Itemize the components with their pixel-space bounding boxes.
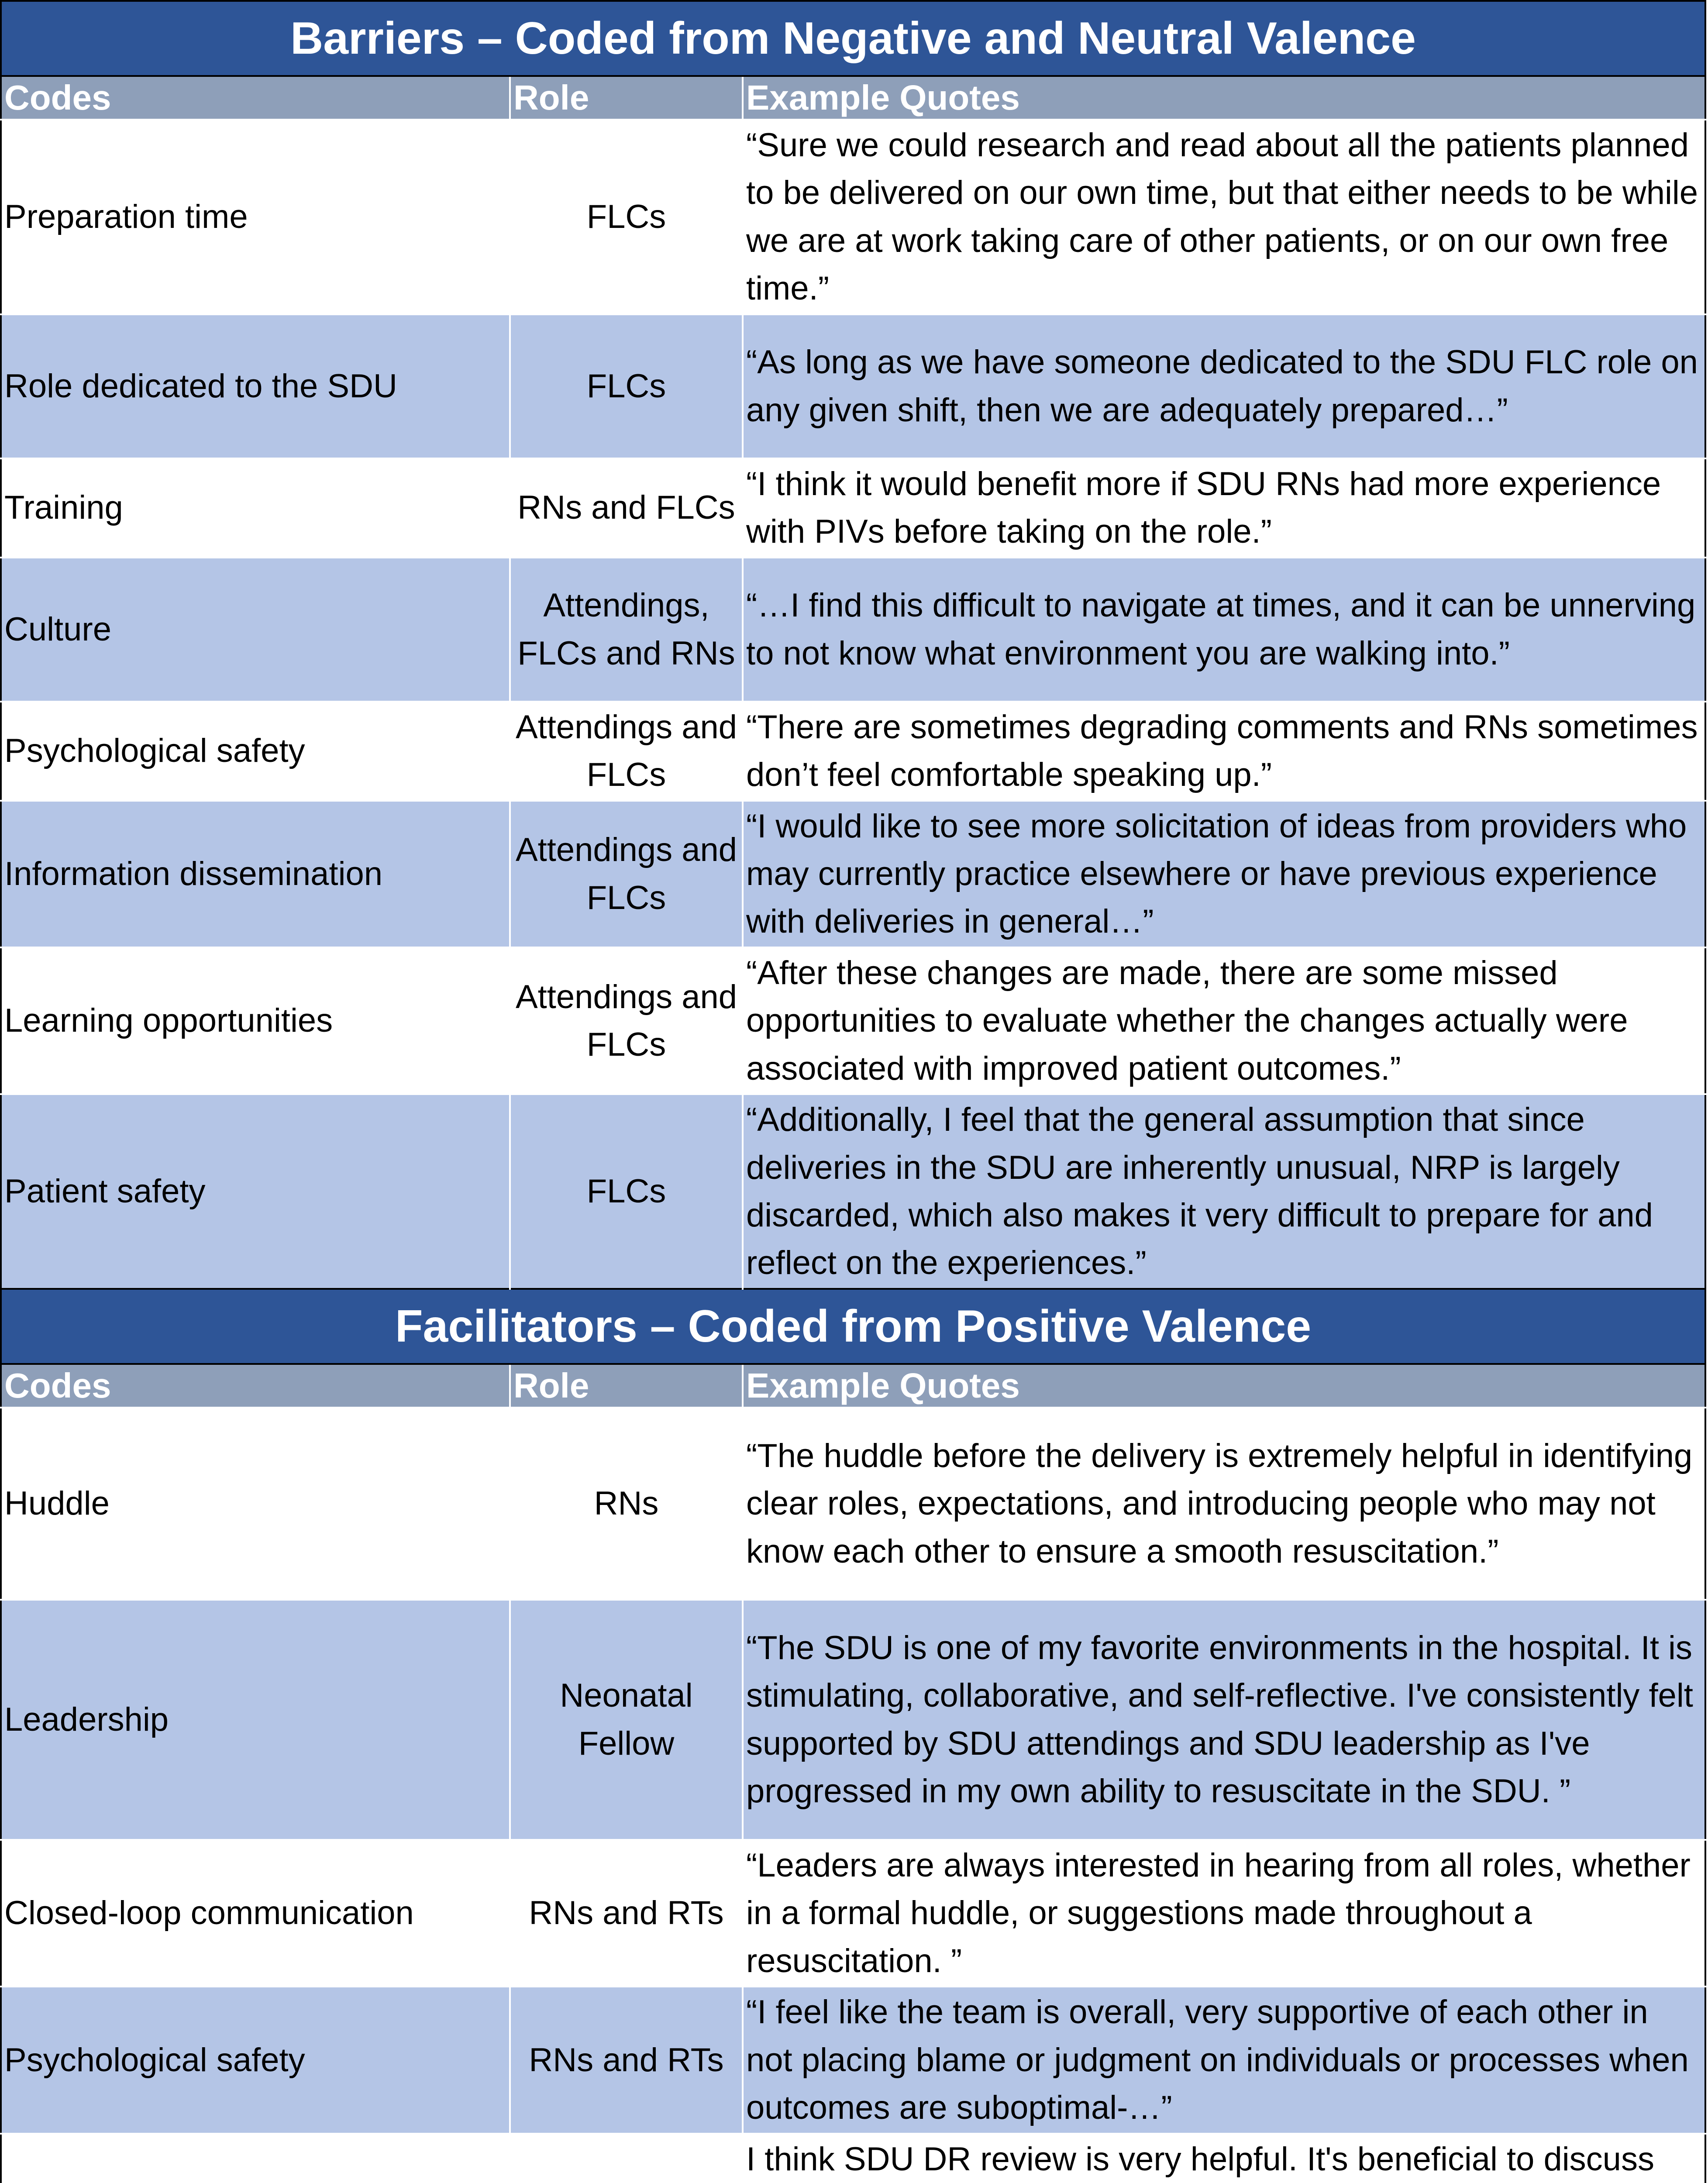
table-row	[1, 801, 1705, 947]
quote-cell: “Leaders are always interested in hearing from all roles, whether in a formal huddle, or suggestions made throughout a resuscitation. ”	[743, 1840, 1705, 1987]
quote-cell: “The huddle before the delivery is extremely helpful in identifying clear roles, expectations, and introducing people who may not know each other to ensure a smooth resuscitation.”	[743, 1408, 1705, 1600]
table-row	[1, 2134, 1705, 2183]
facilitators-section	[1, 1289, 1705, 2183]
code-cell: Role dedicated to the SDU	[1, 314, 510, 458]
role-cell: FLCs	[510, 120, 743, 314]
facilitators-header-codes: Codes	[1, 1364, 510, 1408]
role-cell: Attendings and FLCs	[510, 702, 743, 801]
code-cell: Information dissemination	[1, 801, 510, 947]
table-row	[1, 120, 1705, 314]
role-cell	[510, 2134, 743, 2183]
quote-cell: “I would like to see more solicitation of ideas from providers who may currently practice elsewhere or have previous experience with deliveries in general…”	[743, 801, 1705, 947]
code-cell: Patient safety	[1, 1094, 510, 1289]
code-cell: Culture	[1, 558, 510, 702]
role-cell: RNs and RTs	[510, 1987, 743, 2133]
facilitators-header-role: Role	[510, 1364, 743, 1408]
role-cell: Neonatal Fellow	[510, 1600, 743, 1840]
barriers-section	[1, 1, 1705, 1289]
code-cell	[1, 2134, 510, 2183]
table-row	[1, 1094, 1705, 1289]
quote-cell: “…I find this difficult to navigate at times, and it can be unnerving to not know what environment you are walking into.”	[743, 558, 1705, 702]
table-row	[1, 558, 1705, 702]
table-row	[1, 458, 1705, 558]
code-cell: Leadership	[1, 1600, 510, 1840]
facilitators-title: Facilitators – Coded from Positive Valence	[1, 1289, 1705, 1364]
quote-cell: “Additionally, I feel that the general assumption that since deliveries in the SDU are inherently unusual, NRP is largely discarded, which also makes it very difficult to prepare for and reflect on the experiences.”	[743, 1094, 1705, 1289]
quote-cell: “As long as we have someone dedicated to the SDU FLC role on any given shift, then we are adequately prepared…”	[743, 314, 1705, 458]
barriers-header-role: Role	[510, 76, 743, 120]
code-cell: Psychological safety	[1, 702, 510, 801]
quote-cell: “There are sometimes degrading comments and RNs sometimes don’t feel comfortable speaking up.”	[743, 702, 1705, 801]
role-cell: FLCs	[510, 314, 743, 458]
code-cell: Learning opportunities	[1, 947, 510, 1094]
quote-cell: “Sure we could research and read about all the patients planned to be delivered on our own time, but that either needs to be while we are at work taking care of other patients, or on our own free time.”	[743, 120, 1705, 314]
barriers-header-quotes: Example Quotes	[743, 76, 1705, 120]
code-cell: Closed-loop communication	[1, 1840, 510, 1987]
facilitators-header-quotes: Example Quotes	[743, 1364, 1705, 1408]
role-cell: Attendings and FLCs	[510, 947, 743, 1094]
role-cell: RNs and RTs	[510, 1840, 743, 1987]
code-cell: Preparation time	[1, 120, 510, 314]
table-row	[1, 1408, 1705, 1600]
table-row	[1, 1840, 1705, 1987]
barriers-header-codes: Codes	[1, 76, 510, 120]
quote-cell: I think SDU DR review is very helpful. It's beneficial to discuss	[743, 2134, 1705, 2183]
quote-cell: “I feel like the team is overall, very supportive of each other in not placing blame or judgment on individuals or processes when outcomes are suboptimal-…”	[743, 1987, 1705, 2133]
table-row	[1, 1600, 1705, 1840]
code-cell: Psychological safety	[1, 1987, 510, 2133]
table-row	[1, 702, 1705, 801]
code-cell: Huddle	[1, 1408, 510, 1600]
role-cell: RNs	[510, 1408, 743, 1600]
code-cell: Training	[1, 458, 510, 558]
role-cell: FLCs	[510, 1094, 743, 1289]
role-cell: Attendings, FLCs and RNs	[510, 558, 743, 702]
table-row	[1, 1987, 1705, 2133]
barriers-title: Barriers – Coded from Negative and Neutral Valence	[1, 1, 1705, 76]
table-row	[1, 947, 1705, 1094]
quote-cell: “The SDU is one of my favorite environments in the hospital. It is stimulating, collaborative, and self-reflective. I've consistently felt supported by SDU attendings and SDU leadership as I've progressed in my own ability to resuscitate in the SDU. ”	[743, 1600, 1705, 1840]
role-cell: Attendings and FLCs	[510, 801, 743, 947]
role-cell: RNs and FLCs	[510, 458, 743, 558]
quote-cell: “I think it would benefit more if SDU RNs had more experience with PIVs before taking on the role.”	[743, 458, 1705, 558]
quote-cell: “After these changes are made, there are some missed opportunities to evaluate whether the changes actually were associated with improved patient outcomes.”	[743, 947, 1705, 1094]
table-row	[1, 314, 1705, 458]
